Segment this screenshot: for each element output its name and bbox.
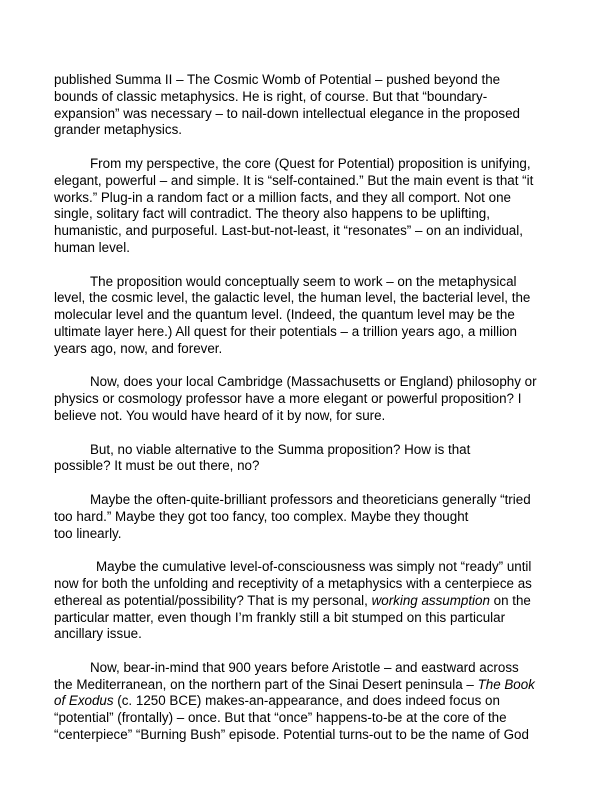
- text-run: particular matter, even though I’m frankly still a bit stumped on this particular: [54, 609, 506, 625]
- text-line: [54, 526, 564, 543]
- text-line: [54, 660, 564, 677]
- text-run: expansion” was necessary – to nail-down intellectual elegance in the proposed: [54, 105, 520, 121]
- text-line: [54, 240, 564, 257]
- text-line: [54, 710, 564, 727]
- text-line: [54, 610, 564, 627]
- text-line: [54, 106, 564, 123]
- text-line: [54, 122, 564, 139]
- text-run: possible? It must be out there, no?: [54, 458, 260, 474]
- text-line: [54, 290, 564, 307]
- text-run: Now, does your local Cambridge (Massachusetts or England) philosophy or: [90, 374, 537, 390]
- text-run: Maybe the often-quite-brilliant professors and theoreticians generally “tried: [90, 491, 531, 507]
- text-line: [54, 492, 564, 509]
- text-line: [54, 626, 564, 643]
- text-run: But, no viable alternative to the Summa proposition? How is that: [90, 441, 471, 457]
- italic-text-run: of Exodus: [54, 693, 114, 709]
- paragraph: [54, 660, 564, 744]
- text-run: on the: [489, 592, 531, 608]
- text-run: Maybe the cumulative level-of-consciousness was simply not “ready” until: [96, 559, 532, 575]
- text-run: years ago, now, and forever.: [54, 340, 223, 356]
- text-run: molecular level and the quantum level. (Indeed, the quantum level may be the: [54, 307, 515, 323]
- text-run: too linearly.: [54, 525, 122, 541]
- text-run: From my perspective, the core (Quest for Potential) proposition is unifying,: [90, 155, 531, 171]
- paragraph: [54, 156, 564, 257]
- paragraph: [54, 492, 564, 542]
- text-line: [54, 509, 564, 526]
- text-run: published Summa II – The Cosmic Womb of Potential – pushed beyond the: [54, 72, 501, 87]
- text-run: humanistic, and purposeful. Last-but-not-least, it “resonates” – on an individual,: [54, 223, 523, 239]
- text-line: [54, 341, 564, 358]
- text-line: [54, 559, 564, 576]
- text-run: ancillary issue.: [54, 626, 142, 642]
- text-line: [54, 206, 564, 223]
- text-run: level, the cosmic level, the galactic level, the human level, the bacterial level, the: [54, 290, 531, 306]
- text-line: [54, 458, 564, 475]
- text-line: [54, 156, 564, 173]
- text-line: [54, 190, 564, 207]
- paragraph: [54, 442, 564, 476]
- text-line: [54, 677, 564, 694]
- paragraph: [54, 374, 564, 424]
- text-line: [54, 324, 564, 341]
- text-line: [54, 593, 564, 610]
- text-run: bounds of classic metaphysics. He is right, of course. But that “boundary-: [54, 88, 488, 104]
- text-line: [54, 693, 564, 710]
- text-run: ultimate layer here.) All quest for their potentials – a trillion years ago, a million: [54, 323, 517, 339]
- text-line: [54, 173, 564, 190]
- text-line: [54, 307, 564, 324]
- text-run: elegant, powerful – and simple. It is “self-contained.” But the main event is that “it: [54, 172, 534, 188]
- text-run: works.” Plug-in a random fact or a million facts, and they all comport. Not one: [54, 189, 511, 205]
- paragraph: [54, 559, 564, 643]
- body-text: [54, 72, 564, 761]
- text-line: [54, 72, 564, 89]
- text-line: [54, 442, 564, 459]
- text-line: [54, 374, 564, 391]
- text-run: The proposition would conceptually seem to work – on the metaphysical: [90, 273, 517, 289]
- text-line: [54, 727, 564, 744]
- text-run: physics or cosmology professor have a more elegant or powerful proposition? I: [54, 391, 522, 407]
- text-run: (c. 1250 BCE) makes-an-appearance, and does indeed focus on: [113, 693, 500, 709]
- paragraph: [54, 72, 564, 139]
- text-line: [54, 89, 564, 106]
- text-line: [54, 223, 564, 240]
- text-run: the Mediterranean, on the northern part of the Sinai Desert peninsula –: [54, 676, 478, 692]
- text-line: [54, 408, 564, 425]
- italic-text-run: The Book: [477, 676, 535, 692]
- paragraph: [54, 274, 564, 358]
- text-run: grander metaphysics.: [54, 122, 183, 138]
- italic-text-run: working assumption: [371, 592, 490, 608]
- text-run: single, solitary fact will contradict. The theory also happens to be uplifting,: [54, 206, 490, 222]
- text-run: now for both the unfolding and receptivity of a metaphysics with a centerpiece as: [54, 575, 532, 591]
- text-run: believe not. You would have heard of it by now, for sure.: [54, 407, 386, 423]
- text-run: Now, bear-in-mind that 900 years before Aristotle – and eastward across: [90, 659, 519, 675]
- text-run: “potential” (frontally) – once. But that “once” happens-to-be at the core of the: [54, 710, 507, 726]
- text-line: [54, 576, 564, 593]
- text-run: ethereal as potential/possibility? That is my personal,: [54, 592, 372, 608]
- text-run: too hard.” Maybe they got too fancy, too complex. Maybe they thought: [54, 508, 469, 524]
- text-run: “centerpiece” “Burning Bush” episode. Potential turns-out to be the name of God: [54, 727, 529, 743]
- text-run: human level.: [54, 239, 130, 255]
- text-line: [54, 391, 564, 408]
- text-line: [54, 274, 564, 291]
